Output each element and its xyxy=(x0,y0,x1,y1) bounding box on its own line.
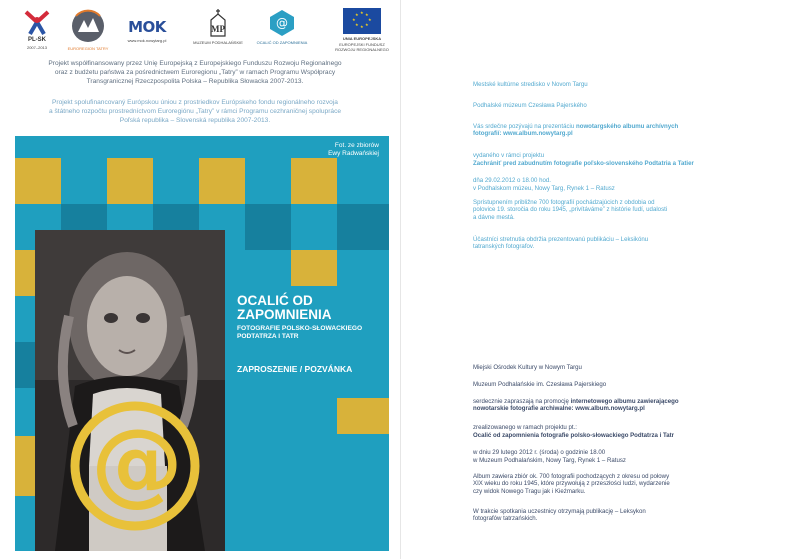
photo-credit xyxy=(328,142,379,158)
euroregion-caption: EUROREGION TATRY xyxy=(67,46,109,51)
sk-description-line: a dávne mestá. xyxy=(473,213,515,221)
invitation-heading: ZAPROSZENIE / POZVÁNKA xyxy=(237,364,353,374)
eu-flag-icon: ★ ★ ★ ★ ★ ★ ★ ★ xyxy=(343,8,381,34)
project-note-polish xyxy=(20,59,370,87)
museum-emblem-icon xyxy=(205,8,231,38)
logo-strip xyxy=(18,8,388,56)
right-page xyxy=(400,0,800,559)
sk-invitation-bold: nowotargského albumu archívnych xyxy=(576,123,679,130)
poster-subtitle xyxy=(237,325,362,341)
euroregion-tatry-icon xyxy=(70,8,106,44)
project-note-line: Projekt spolufinancovaný Európskou úniou z prostriedkov Európskeho fondu regionálneho rozvoja xyxy=(52,99,338,106)
svg-text:MP: MP xyxy=(211,24,225,34)
poster xyxy=(15,136,389,551)
sk-description xyxy=(473,199,793,221)
poster-subtitle-line-1: FOTOGRAFIE POLSKO-SŁOWACKIEGO xyxy=(237,325,363,332)
plsk-logo xyxy=(18,8,56,56)
pl-invitation-text: serdecznie zapraszają na promocję xyxy=(473,398,569,405)
sk-date: dňa 29.02.2012 o 18.00 hod. xyxy=(473,177,551,184)
project-note-line: Poľská republika – Slovenská republika 2007-2013. xyxy=(119,117,271,125)
pl-participants-line: W trakcie spotkania uczestnicy otrzymają publikację – Leksykon xyxy=(473,508,646,515)
plsk-mark: PL-SK xyxy=(28,37,46,43)
sk-description-line: polovice 19. storočia do roku 1945, „privítáváme” z histórie ľudí, udalosti xyxy=(473,206,668,214)
mok-mark: MOK xyxy=(128,18,166,36)
poster-title-line-1: OCALIĆ OD xyxy=(237,293,313,308)
pl-invitation xyxy=(473,398,793,413)
sk-invitation-url: fotografií: www.album.nowytarg.pl xyxy=(473,130,573,138)
pl-place: w Muzeum Podhalańskim, Nowy Targ, Rynek 1 – Ratusz xyxy=(473,457,626,464)
pl-description xyxy=(473,473,793,495)
eu-caption-2: EUROPEJSKI FUNDUSZ ROZWOJU REGIONALNEGO xyxy=(335,42,389,52)
sk-invitation-text: Vás srdečne pozývajú na prezentáciu xyxy=(473,123,575,130)
plsk-emblem-icon xyxy=(22,8,52,36)
at-symbol-icon xyxy=(75,406,195,526)
pl-description-line: Album zawiera zbiór ok. 700 fotografii pochodzących z okresu od połowy xyxy=(473,473,670,480)
sk-created-in: vydaného v rámci projektu xyxy=(473,152,545,159)
pl-created-in: zrealizowanego w ramach projektu pt.: xyxy=(473,424,577,431)
museum-caption: MUZEUM PODHALAŃSKIE xyxy=(193,40,243,45)
ocalic-emblem-icon xyxy=(268,8,296,38)
plsk-caption: 2007–2013 xyxy=(26,45,48,50)
sk-invitation xyxy=(473,123,793,138)
svg-text:@: @ xyxy=(276,16,288,30)
sk-organizer-2: Podhalské múzeum Czesława Pajerského xyxy=(473,102,587,109)
ocalic-caption: OCALIĆ OD ZAPOMNIENIA xyxy=(256,40,308,45)
eu-caption-1: UNIA EUROPEJSKA xyxy=(342,36,382,41)
pl-description-line: XIX wieku do roku 1945, które przywołują z przeszłości ludzi, wydarzenie xyxy=(473,480,670,488)
euroregion-logo xyxy=(68,8,108,56)
pl-invitation-bold: internetowego albumu zawierającego xyxy=(570,398,679,405)
project-note-line: oraz z budżetu państwa za pośrednictwem Euroregionu „Tatry” w ramach Programu Współpracy xyxy=(54,69,336,77)
project-note-line: Transgranicznej Rzeczpospolita Polska – Republika Słowacka 2007-2013. xyxy=(86,78,304,86)
sk-participants-line: Účastníci stretnutia obdržia prezentovanú publikáciu – Leksikónu xyxy=(473,236,649,243)
pl-organizer-1: Miejski Ośrodek Kultury w Nowym Targu xyxy=(473,364,582,371)
poster-subtitle-line-2: PODTATRZA I TATR xyxy=(237,333,299,340)
photo-credit-line-2: Ewy Radwańskiej xyxy=(328,150,379,157)
poster-title xyxy=(237,294,332,322)
mok-logo xyxy=(124,8,170,56)
sk-project-title: Zachrániť pred zabudnutím fotografie poľsko-slovenského Podtatria a Tatier xyxy=(473,160,694,167)
pl-participants-line: fotografów tatrzańskich. xyxy=(473,515,538,523)
svg-text:@: @ xyxy=(91,409,183,516)
photo-credit-line-1: Fot. ze zbiorów xyxy=(334,142,379,149)
poster-title-line-2: ZAPOMNIENIA xyxy=(237,307,332,322)
sk-organizer-1: Mestské kultúrne stredisko v Novom Targu xyxy=(473,81,588,88)
pl-organizer-2: Muzeum Podhalańskie im. Czesława Pajerskiego xyxy=(473,381,607,388)
ocalic-logo xyxy=(254,8,310,56)
sk-participants-line: tatranských fotografov. xyxy=(473,243,535,251)
pl-date: w dniu 29 lutego 2012 r. (środa) o godzinie 18.00 xyxy=(473,449,606,456)
eu-logo xyxy=(334,8,390,56)
sk-description-line: Sprístupnením približne 700 fotografií pochádzajúcich z obdobia od xyxy=(473,199,655,206)
sk-participants xyxy=(473,236,793,251)
sk-place: v Podhalskom múzeu, Nowy Targ, Rynek 1 – Ratusz xyxy=(473,185,615,192)
project-note-line: a štátneho rozpočtu prostredníctvom Euroregiónu „Tatry” v rámci Programu cezhraničnej spolupráce xyxy=(48,108,342,116)
project-note-line: Projekt współfinansowany przez Unię Europejską z Europejskiego Funduszu Rozwoju Regionalnego xyxy=(48,60,342,67)
project-note-slovak xyxy=(20,98,370,126)
museum-logo xyxy=(193,8,243,56)
mok-caption: www.mok.nowytarg.pl xyxy=(127,38,167,43)
pl-project-title: Ocalić od zapomnienia fotografie polsko-słowackiego Podtatrza i Tatr xyxy=(473,432,675,439)
pl-description-line: czy widok Nowego Tragu jak i Kieżmarku. xyxy=(473,487,586,495)
poster-artwork xyxy=(15,136,389,551)
pl-participants xyxy=(473,508,793,523)
pl-invitation-url: nowotarskie fotografie archiwalne: www.album.nowytarg.pl xyxy=(473,405,645,413)
